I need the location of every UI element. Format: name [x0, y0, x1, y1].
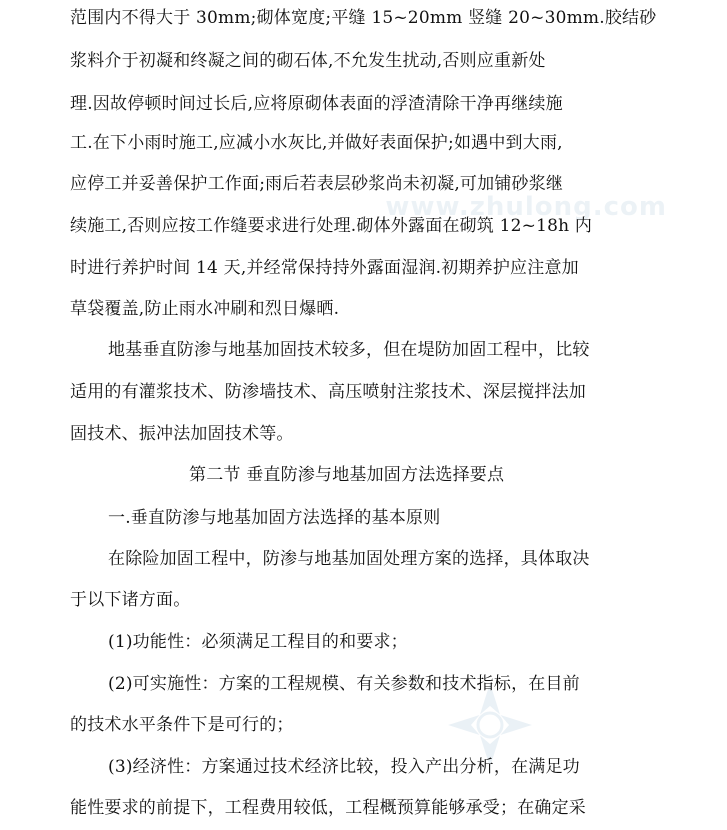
text-line: 理.因故停顿时间过长后,应将原砌体表面的浮渣清除干净再继续施: [70, 94, 563, 114]
list-item: (1)功能性：必须满足工程目的和要求；: [108, 632, 408, 652]
text-line: 草袋覆盖,防止雨水冲刷和烈日爆晒.: [70, 299, 340, 319]
text-line: 的技术水平条件下是可行的；: [70, 715, 294, 735]
text-line: 应停工并妥善保护工作面;雨后若表层砂浆尚未初凝,可加铺砂浆继: [70, 174, 564, 194]
subsection-heading: 一.垂直防渗与地基加固方法选择的基本原则: [108, 508, 441, 528]
paragraph-first-line: 地基垂直防渗与地基加固技术较多，但在堤防加固工程中，比较: [108, 340, 590, 360]
watermark-text: www.zhulong.com: [385, 192, 667, 222]
paragraph-first-line: 在除险加固工程中，防渗与地基加固处理方案的选择，具体取决: [108, 549, 590, 569]
text-line: 工.在下小雨时施工,应减小水灰比,并做好表面保护;如遇中到大雨,: [70, 133, 563, 153]
text-line: 于以下诸方面。: [70, 590, 191, 610]
list-item: (3)经济性：方案通过技术经济比较，投入产出分析，在满足功: [108, 757, 580, 777]
text-line: 浆料介于初凝和终凝之间的砌石体,不允发生扰动,否则应重新处: [70, 51, 546, 71]
section-heading: 第二节 垂直防渗与地基加固方法选择要点: [189, 465, 505, 485]
text-line: 固技术、振冲法加固技术等。: [70, 424, 294, 444]
text-line: 适用的有灌浆技术、防渗墙技术、高压喷射注浆技术、深层搅拌法加: [70, 382, 586, 402]
text-line: 能性要求的前提下，工程费用较低，工程概预算能够承受；在确定采: [70, 798, 586, 818]
list-item: (2)可实施性：方案的工程规模、有关参数和技术指标，在目前: [108, 674, 580, 694]
text-line: 范围内不得大于 30mm;砌体宽度;平缝 15~20mm 竖缝 20~30mm.胶结砂: [70, 8, 657, 28]
text-line: 续施工,否则应按工作缝要求进行处理.砌体外露面在砌筑 12~18h 内: [70, 216, 593, 236]
text-line: 时进行养护时间 14 天,并经常保持持外露面湿润.初期养护应注意加: [70, 258, 579, 278]
